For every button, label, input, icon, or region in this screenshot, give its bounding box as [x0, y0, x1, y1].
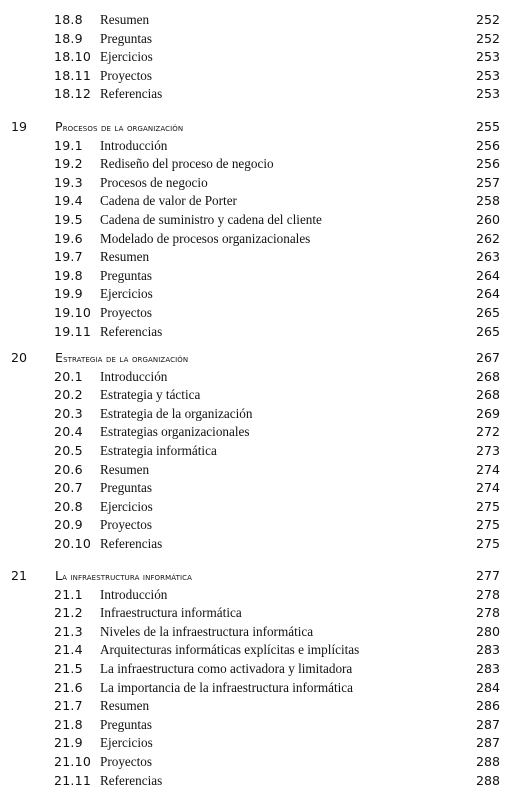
entry-title: Cadena de suministro y cadena del cliente: [100, 211, 322, 227]
entry-title: Referencias: [100, 86, 163, 102]
toc-entry: [0, 323, 515, 342]
entry-number: 21.8: [54, 716, 83, 732]
entry-page: 264: [475, 267, 500, 283]
entry-page: 265: [475, 304, 500, 320]
toc-entry: [0, 155, 515, 174]
entry-number: 20.10: [54, 535, 92, 551]
entry-number: 19.7: [54, 249, 83, 265]
entry-page: 260: [475, 211, 500, 227]
toc-entry: [0, 230, 515, 249]
entry-page: 258: [475, 193, 500, 209]
toc-entry: [0, 211, 515, 230]
toc-entry: [0, 753, 515, 772]
entry-number: 20.1: [54, 368, 83, 384]
entry-title: Resumen: [100, 461, 150, 477]
entry-number: 21.1: [54, 586, 83, 602]
toc-entry: [0, 479, 515, 498]
entry-number: 21.5: [54, 660, 83, 676]
toc-entry: [0, 285, 515, 304]
entry-number: 20.9: [54, 517, 83, 533]
entry-page: 287: [475, 735, 500, 751]
entry-number: 18.10: [54, 49, 92, 65]
entry-page: 252: [475, 30, 500, 46]
entry-title: Infraestructura informática: [100, 605, 242, 621]
toc-entry: [0, 641, 515, 660]
entry-title: Ejercicios: [100, 286, 153, 302]
entry-page: 263: [475, 249, 500, 265]
entry-number: 21.9: [54, 735, 83, 751]
entry-title: Proyectos: [100, 753, 153, 769]
entry-number: 19.2: [54, 156, 83, 172]
entry-title: Introducción: [100, 368, 168, 384]
entry-page: 256: [475, 137, 500, 153]
toc-entry: [0, 697, 515, 716]
chapter-20-block: [0, 349, 515, 554]
entry-page: 284: [475, 679, 500, 695]
entry-page: 265: [475, 323, 500, 339]
chapter-page: 267: [475, 350, 500, 365]
entry-page: 278: [475, 586, 500, 602]
entry-page: 272: [475, 424, 500, 440]
entry-number: 19.4: [54, 193, 83, 209]
toc-entry: [0, 623, 515, 642]
toc-entry: [0, 368, 515, 387]
entry-number: 21.7: [54, 698, 83, 714]
entry-page: 286: [475, 698, 500, 714]
toc-entry: [0, 516, 515, 535]
entry-number: 19.6: [54, 230, 83, 246]
chapter-number: 19: [11, 119, 28, 134]
toc-entry: [0, 304, 515, 323]
entry-number: 19.3: [54, 174, 83, 190]
toc-entry: [0, 85, 515, 104]
entry-number: 21.2: [54, 605, 83, 621]
entry-page: 287: [475, 716, 500, 732]
entry-number: 20.5: [54, 442, 83, 458]
entry-title: Estrategia de la organización: [100, 405, 253, 421]
entry-page: 253: [475, 86, 500, 102]
entry-page: 253: [475, 67, 500, 83]
entry-page: 268: [475, 387, 500, 403]
entry-title: Resumen: [100, 698, 150, 714]
chapter-number: 21: [11, 568, 28, 583]
chapter-page: 277: [475, 568, 500, 583]
entry-number: 19.1: [54, 137, 83, 153]
entry-title: Ejercicios: [100, 49, 153, 65]
entry-number: 20.6: [54, 461, 83, 477]
entry-title: Proyectos: [100, 304, 153, 320]
entry-title: Referencias: [100, 535, 163, 551]
entry-number: 21.6: [54, 679, 83, 695]
toc-entry: [0, 660, 515, 679]
entry-number: 19.10: [54, 304, 92, 320]
chapter-heading: [0, 349, 515, 368]
section-18-tail: [0, 11, 515, 104]
entry-number: 20.2: [54, 387, 83, 403]
toc-entry: [0, 192, 515, 211]
toc-entry: [0, 734, 515, 753]
entry-title: Cadena de valor de Porter: [100, 193, 237, 209]
entry-number: 18.8: [54, 12, 83, 27]
toc-entry: [0, 716, 515, 735]
toc-entry: [0, 248, 515, 267]
toc-entry: [0, 604, 515, 623]
chapter-page: 255: [475, 119, 500, 134]
toc-entry: [0, 423, 515, 442]
toc-entry: [0, 267, 515, 286]
chapter-19-block: [0, 118, 515, 341]
entry-number: 18.9: [54, 30, 83, 46]
entry-number: 21.3: [54, 623, 83, 639]
entry-page: 253: [475, 49, 500, 65]
entry-number: 18.12: [54, 86, 92, 102]
entry-number: 19.9: [54, 286, 83, 302]
entry-page: 288: [475, 772, 500, 788]
entry-number: 19.8: [54, 267, 83, 283]
entry-page: 280: [475, 623, 500, 639]
entry-title: La importancia de la infraestructura informática: [100, 679, 354, 695]
entry-number: 20.3: [54, 405, 83, 421]
entry-page: 252: [475, 12, 500, 27]
entry-title: Preguntas: [100, 30, 153, 46]
toc-entry: [0, 498, 515, 517]
entry-title: Modelado de procesos organizacionales: [100, 230, 311, 246]
entry-title: Proyectos: [100, 517, 153, 533]
entry-page: 257: [475, 174, 500, 190]
toc-entry: [0, 67, 515, 86]
entry-title: Ejercicios: [100, 735, 153, 751]
chapter-heading: [0, 118, 515, 137]
entry-page: 283: [475, 642, 500, 658]
entry-page: 273: [475, 442, 500, 458]
entry-title: Estrategia y táctica: [100, 387, 201, 403]
chapter-heading: [0, 567, 515, 586]
chapter-number: 20: [11, 350, 28, 365]
entry-title: Arquitecturas informáticas explícitas e implícitas: [100, 642, 360, 658]
entry-page: 262: [475, 230, 500, 246]
entry-page: 269: [475, 405, 500, 421]
toc-entry: [0, 461, 515, 480]
entry-page: 275: [475, 498, 500, 514]
entry-page: 288: [475, 753, 500, 769]
toc-entry: [0, 405, 515, 424]
entry-title: Resumen: [100, 249, 150, 265]
entry-title: Procesos de negocio: [100, 174, 208, 190]
toc-entry: [0, 679, 515, 698]
entry-page: 274: [475, 461, 500, 477]
chapter-21-block: [0, 567, 515, 790]
entry-title: Introducción: [100, 137, 168, 153]
entry-page: 283: [475, 660, 500, 676]
toc-entry: [0, 137, 515, 156]
entry-number: 20.7: [54, 480, 83, 496]
entry-page: 274: [475, 480, 500, 496]
entry-page: 256: [475, 156, 500, 172]
chapter-title: Estrategia de la organización: [55, 350, 189, 365]
entry-number: 19.11: [54, 323, 92, 339]
entry-number: 21.10: [54, 753, 92, 769]
entry-title: Referencias: [100, 323, 163, 339]
chapter-title: Procesos de la organización: [55, 119, 184, 134]
toc-entry: [0, 30, 515, 49]
entry-title: Ejercicios: [100, 498, 153, 514]
entry-number: 18.11: [54, 67, 92, 83]
entry-title: Preguntas: [100, 480, 153, 496]
entry-page: 268: [475, 368, 500, 384]
entry-number: 21.11: [54, 772, 92, 788]
entry-title: Referencias: [100, 772, 163, 788]
entry-title: Estrategias organizacionales: [100, 424, 250, 440]
toc-entry: [0, 586, 515, 605]
entry-page: 275: [475, 535, 500, 551]
toc-entry: [0, 174, 515, 193]
entry-page: 275: [475, 517, 500, 533]
toc-entry: [0, 772, 515, 791]
entry-number: 21.4: [54, 642, 83, 658]
toc-entry: [0, 386, 515, 405]
entry-title: Resumen: [100, 12, 150, 27]
entry-title: Preguntas: [100, 716, 153, 732]
entry-title: Preguntas: [100, 267, 153, 283]
entry-number: 20.8: [54, 498, 83, 514]
toc-entry: [0, 442, 515, 461]
entry-title: Rediseño del proceso de negocio: [100, 156, 274, 172]
entry-number: 19.5: [54, 211, 83, 227]
entry-title: Niveles de la infraestructura informática: [100, 623, 314, 639]
toc-entry: [0, 48, 515, 67]
entry-number: 20.4: [54, 424, 83, 440]
entry-title: Proyectos: [100, 67, 153, 83]
toc-entry: [0, 11, 515, 30]
entry-title: La infraestructura como activadora y limitadora: [100, 660, 353, 676]
entry-page: 278: [475, 605, 500, 621]
chapter-title: La infraestructura informática: [55, 568, 193, 583]
entry-page: 264: [475, 286, 500, 302]
toc-entry: [0, 535, 515, 554]
entry-title: Estrategia informática: [100, 442, 217, 458]
entry-title: Introducción: [100, 586, 168, 602]
